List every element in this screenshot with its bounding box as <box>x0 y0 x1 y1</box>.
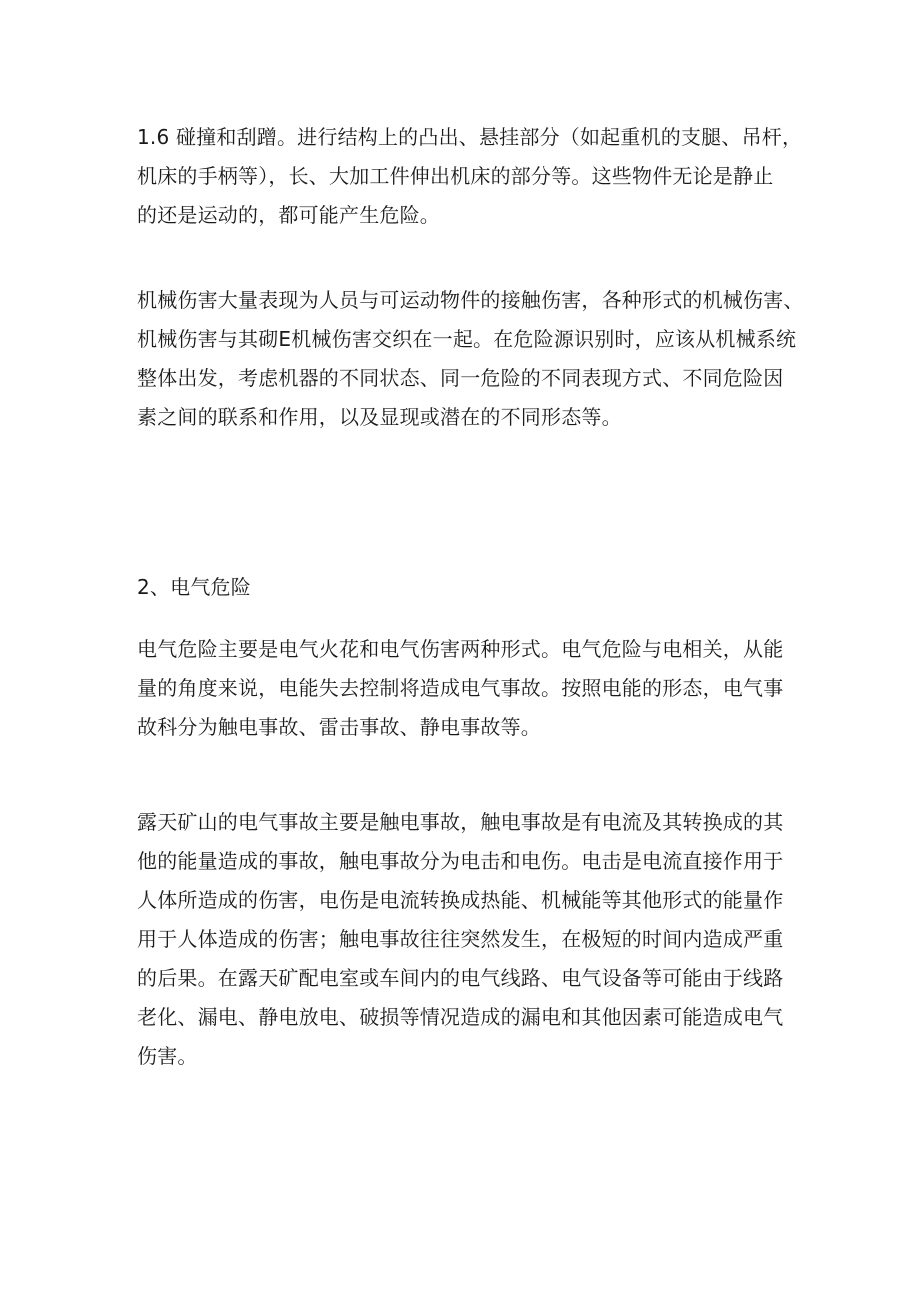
text-line: 伤害。 <box>137 1044 198 1068</box>
text-line: 机械伤害大量表现为人员与可运动物件的接触伤害，各种形式的机械伤害、 <box>137 288 804 312</box>
text-line: 故科分为触电事故、雷击事故、静电事故等。 <box>137 715 541 739</box>
heading-text: 2、电气危险 <box>137 575 251 599</box>
text-line: 电气危险主要是电气火花和电气伤害两种形式。电气危险与电相关，从能 <box>137 637 784 661</box>
text-line: 露天矿山的电气事故主要是触电事故，触电事故是有电流及其转换成的其 <box>137 810 784 834</box>
text-line: 1.6 碰撞和刮蹭。进行结构上的凸出、悬挂部分（如起重机的支腿、吊杆， <box>137 125 803 149</box>
text-line: 用于人体造成的伤害；触电事故往往突然发生，在极短的时间内造成严重 <box>137 927 784 951</box>
text-line: 机械伤害与其砌E机械伤害交织在一起。在危险源识别时，应该从机械系统 <box>137 327 797 351</box>
text-line: 的还是运动的，都可能产生危险。 <box>137 203 440 227</box>
paragraph-mechanical-injury <box>137 281 804 437</box>
text-line: 机床的手柄等），长、大加工件伸出机床的部分等。这些物件无论是静止 <box>137 164 774 188</box>
paragraph-electrical-hazard-forms <box>137 630 792 747</box>
text-line: 他的能量造成的事故，触电事故分为电击和电伤。电击是电流直接作用于 <box>137 849 784 873</box>
text-line: 量的角度来说，电能失去控制将造成电气事故。按照电能的形态，电气事 <box>137 676 784 700</box>
text-line: 人体所造成的伤害，电伤是电流转换成热能、机械能等其他形式的能量作 <box>137 888 784 912</box>
paragraph-collision-scraping <box>137 118 803 235</box>
text-line: 素之间的联系和作用，以及显现或潜在的不同形态等。 <box>137 405 622 429</box>
text-line: 整体出发，考虑机器的不同状态、同一危险的不同表现方式、不同危险因 <box>137 366 784 390</box>
section-heading-electrical-hazard <box>137 568 792 607</box>
text-line: 的后果。在露天矿配电室或车间内的电气线路、电气设备等可能由于线路 <box>137 966 784 990</box>
text-line: 老化、漏电、静电放电、破损等情况造成的漏电和其他因素可能造成电气 <box>137 1005 784 1029</box>
paragraph-open-pit-electrical-accidents <box>137 803 792 1076</box>
